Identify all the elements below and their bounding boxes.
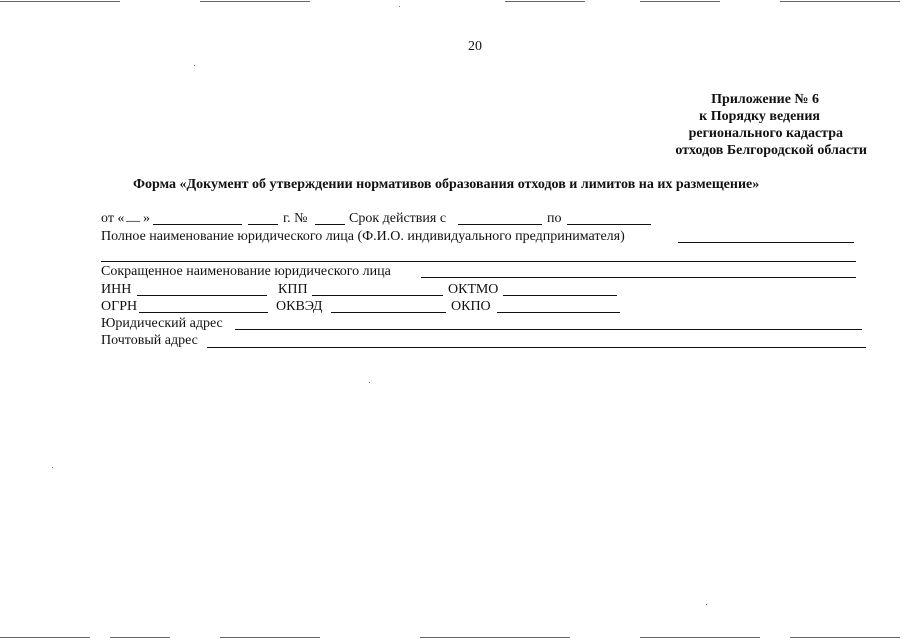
full-name-label: Полное наименование юридического лица (Ф.И.О. индивидуального предпринимателя) bbox=[101, 229, 625, 244]
appendix-line-4: отходов Белгородской области bbox=[675, 143, 867, 158]
validity-to-label: по bbox=[547, 211, 562, 226]
inn-field[interactable] bbox=[137, 295, 267, 296]
okved-field[interactable] bbox=[331, 312, 446, 313]
appendix-line-1: Приложение № 6 bbox=[711, 92, 819, 107]
ogrn-label: ОГРН bbox=[101, 299, 138, 314]
scan-speck bbox=[399, 6, 400, 7]
scan-edge-top-5 bbox=[780, 1, 900, 2]
validity-label: Срок действия с bbox=[349, 211, 447, 226]
okpo-field[interactable] bbox=[497, 312, 620, 313]
inn-label: ИНН bbox=[101, 282, 132, 297]
validity-to-field[interactable] bbox=[567, 224, 651, 225]
okved-label: ОКВЭД bbox=[276, 299, 323, 314]
form-title: Форма «Документ об утверждении нормативов образования отходов и лимитов на их размещение» bbox=[133, 177, 760, 192]
date-from-prefix: от « bbox=[101, 211, 125, 226]
scan-edge-bottom-1 bbox=[0, 637, 90, 638]
scan-edge-bottom-5 bbox=[640, 637, 760, 638]
appendix-line-3: регионального кадастра bbox=[688, 126, 843, 141]
scan-edge-top-1 bbox=[0, 1, 120, 2]
scan-edge-bottom-4 bbox=[420, 637, 570, 638]
kpp-field[interactable] bbox=[312, 295, 443, 296]
year-number-label: г. № bbox=[283, 211, 308, 226]
date-month-field[interactable] bbox=[153, 224, 242, 225]
date-from-close: » bbox=[143, 211, 150, 226]
appendix-line-2: к Порядку ведения bbox=[699, 109, 820, 124]
postal-address-label: Почтовый адрес bbox=[101, 333, 198, 348]
oktmo-label: ОКТМО bbox=[448, 282, 499, 297]
scan-speck bbox=[369, 382, 370, 383]
scan-edge-bottom-3 bbox=[220, 637, 320, 638]
document-number-field[interactable] bbox=[315, 224, 345, 225]
short-name-label: Сокращенное наименование юридического лица bbox=[101, 264, 391, 279]
postal-address-field[interactable] bbox=[207, 347, 866, 348]
scan-edge-bottom-6 bbox=[790, 637, 900, 638]
okpo-label: ОКПО bbox=[451, 299, 491, 314]
oktmo-field[interactable] bbox=[503, 295, 617, 296]
ogrn-field[interactable] bbox=[139, 312, 268, 313]
scan-speck bbox=[194, 65, 195, 66]
legal-address-label: Юридический адрес bbox=[101, 316, 223, 331]
scan-edge-bottom-2 bbox=[110, 637, 170, 638]
full-name-field-continuation[interactable] bbox=[101, 261, 856, 262]
page-number: 20 bbox=[468, 39, 482, 54]
short-name-field[interactable] bbox=[421, 277, 856, 278]
full-name-field[interactable] bbox=[678, 242, 854, 243]
legal-address-field[interactable] bbox=[235, 329, 862, 330]
scan-speck bbox=[706, 604, 707, 605]
scan-edge-top-2 bbox=[200, 1, 310, 2]
scan-edge-top-4 bbox=[640, 1, 720, 2]
scan-speck bbox=[52, 467, 53, 468]
date-year-field[interactable] bbox=[248, 224, 278, 225]
kpp-label: КПП bbox=[278, 282, 308, 297]
date-day-blank[interactable]: __ bbox=[126, 209, 140, 224]
validity-from-field[interactable] bbox=[458, 224, 542, 225]
scan-edge-top-3 bbox=[505, 1, 585, 2]
